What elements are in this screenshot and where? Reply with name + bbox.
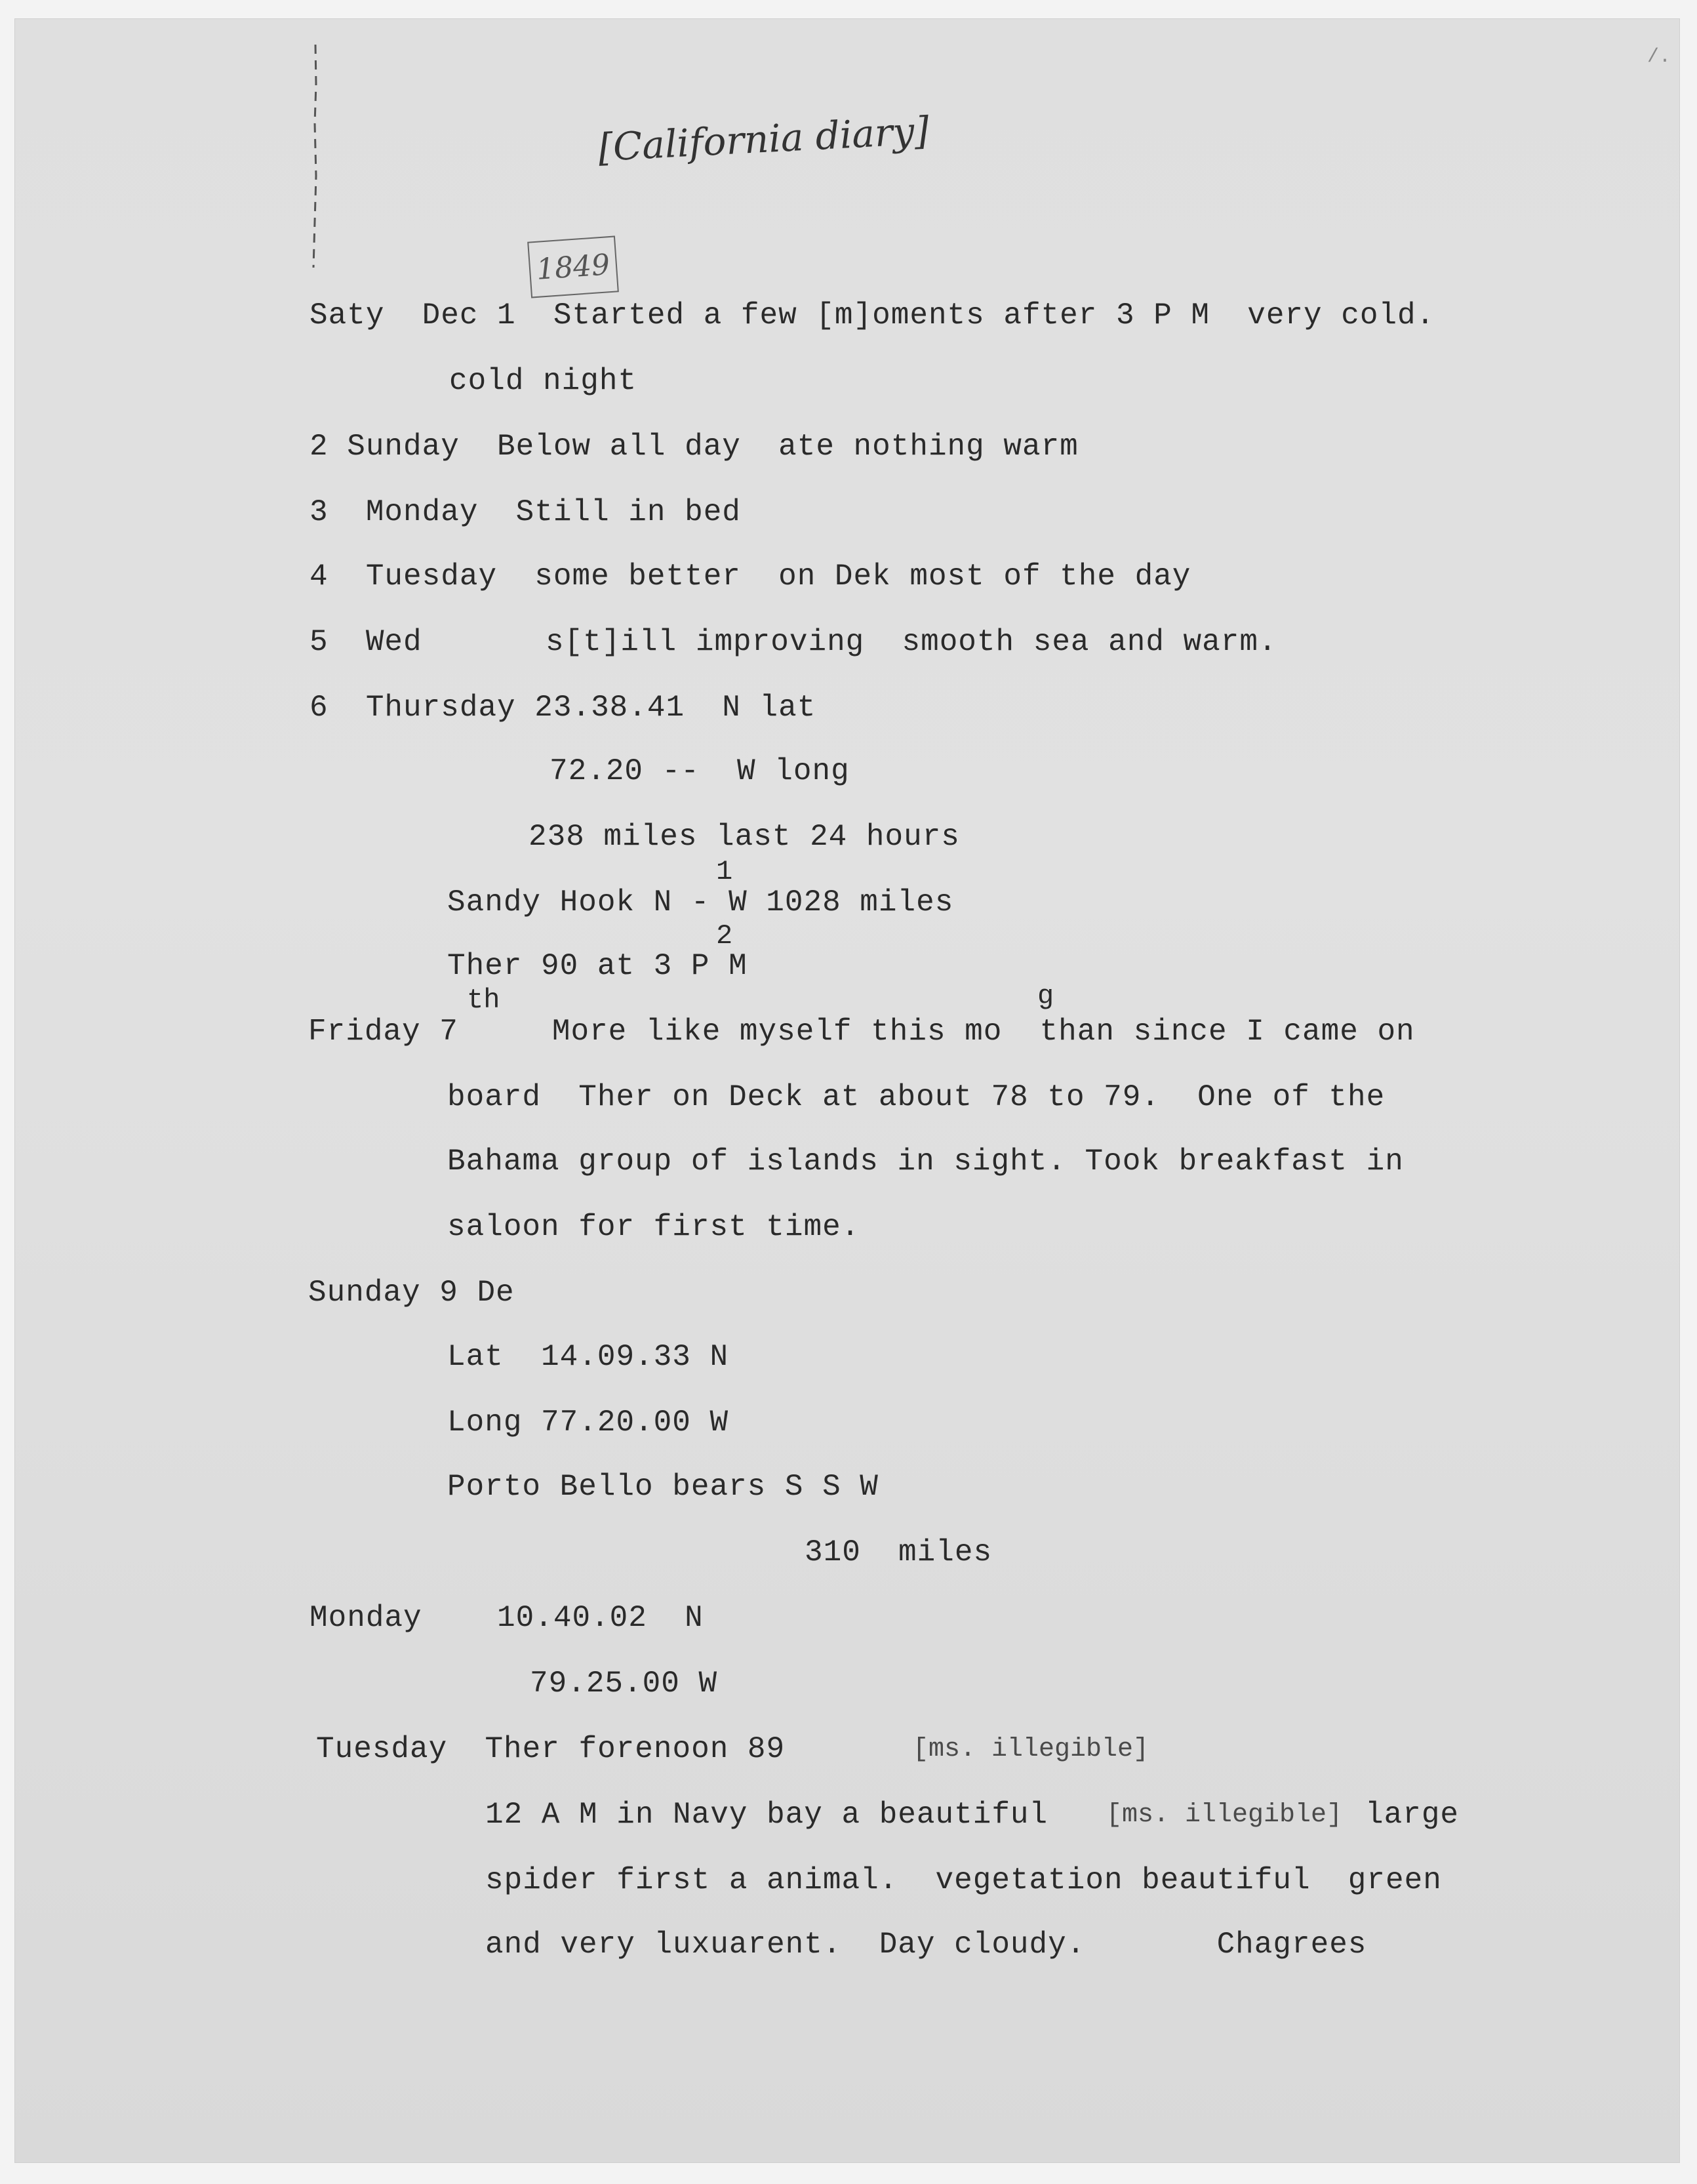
superscript-th: th	[467, 984, 500, 1016]
entry-dec6-line1: 6 Thursday 23.38.41 N lat	[309, 691, 816, 725]
entry-dec6-line3: 238 miles last 24 hours	[529, 820, 960, 854]
entry-dec9-line1: Sunday 9 De	[308, 1276, 515, 1310]
entry-tuesday-line4: and very luxuarent. Day cloudy. Chagrees	[485, 1928, 1367, 1962]
pencil-mark-icon	[311, 45, 320, 281]
entry-dec7-line2: board Ther on Deck at about 78 to 79. One of the	[447, 1080, 1386, 1114]
entry-dec7-line1: Friday 7 More like myself this mo than since I came on	[308, 1015, 1415, 1049]
year-box: 1849	[527, 235, 619, 298]
superscript-g: g	[1037, 981, 1054, 1012]
entry-dec9-line2: Lat 14.09.33 N	[447, 1340, 729, 1374]
editor-note-illegible: [ms. illegible]	[913, 1735, 1149, 1764]
entry-dec6-line2: 72.20 -- W long	[549, 754, 850, 788]
entry-dec1-line1: Saty Dec 1 Started a few [m]oments after 3 P M very cold.	[309, 298, 1435, 333]
stray-mark: /.	[1647, 46, 1671, 68]
entry-dec2: 2 Sunday Below all day ate nothing warm	[309, 430, 1079, 464]
entry-dec4: 4 Tuesday some better on Dek most of the day	[309, 559, 1191, 594]
entry-tuesday-line3: spider first a animal. vegetation beautiful green	[485, 1863, 1442, 1897]
entry-dec6-line4: Sandy Hook N - W 1028 miles	[447, 885, 954, 920]
entry-tuesday-line2: 12 A M in Navy bay a beautiful	[485, 1798, 1048, 1832]
entry-tuesday-line2-end: large	[1365, 1798, 1460, 1832]
entry-monday-line2: 79.25.00 W	[530, 1667, 718, 1701]
entry-dec7-line4: saloon for first time.	[447, 1210, 860, 1244]
editor-note-illegible-2: [ms. illegible]	[1106, 1800, 1343, 1830]
entry-tuesday-line1: Tuesday Ther forenoon 89	[316, 1732, 786, 1766]
entry-dec9-line3: Long 77.20.00 W	[447, 1405, 729, 1440]
handwritten-heading: [California diary]	[597, 108, 930, 171]
entry-dec7-line3: Bahama group of islands in sight. Took breakfast in	[447, 1144, 1404, 1179]
entry-dec5-text: s[t]ill improving smooth sea and warm.	[546, 625, 1277, 659]
entry-dec9-line4: Porto Bello bears S S W	[447, 1470, 879, 1504]
entry-dec1-line2: cold night	[449, 364, 637, 398]
fraction-numerator: 1	[716, 856, 733, 887]
fraction-denominator: 2	[716, 920, 733, 952]
diary-page	[14, 18, 1680, 2163]
entry-dec5-day: 5 Wed	[309, 625, 422, 659]
entry-dec3: 3 Monday Still in bed	[309, 495, 741, 529]
entry-monday-line1: Monday 10.40.02 N	[309, 1601, 704, 1635]
entry-dec9-line5: 310 miles	[805, 1535, 993, 1569]
entry-dec6-line5: Ther 90 at 3 P M	[447, 949, 748, 983]
